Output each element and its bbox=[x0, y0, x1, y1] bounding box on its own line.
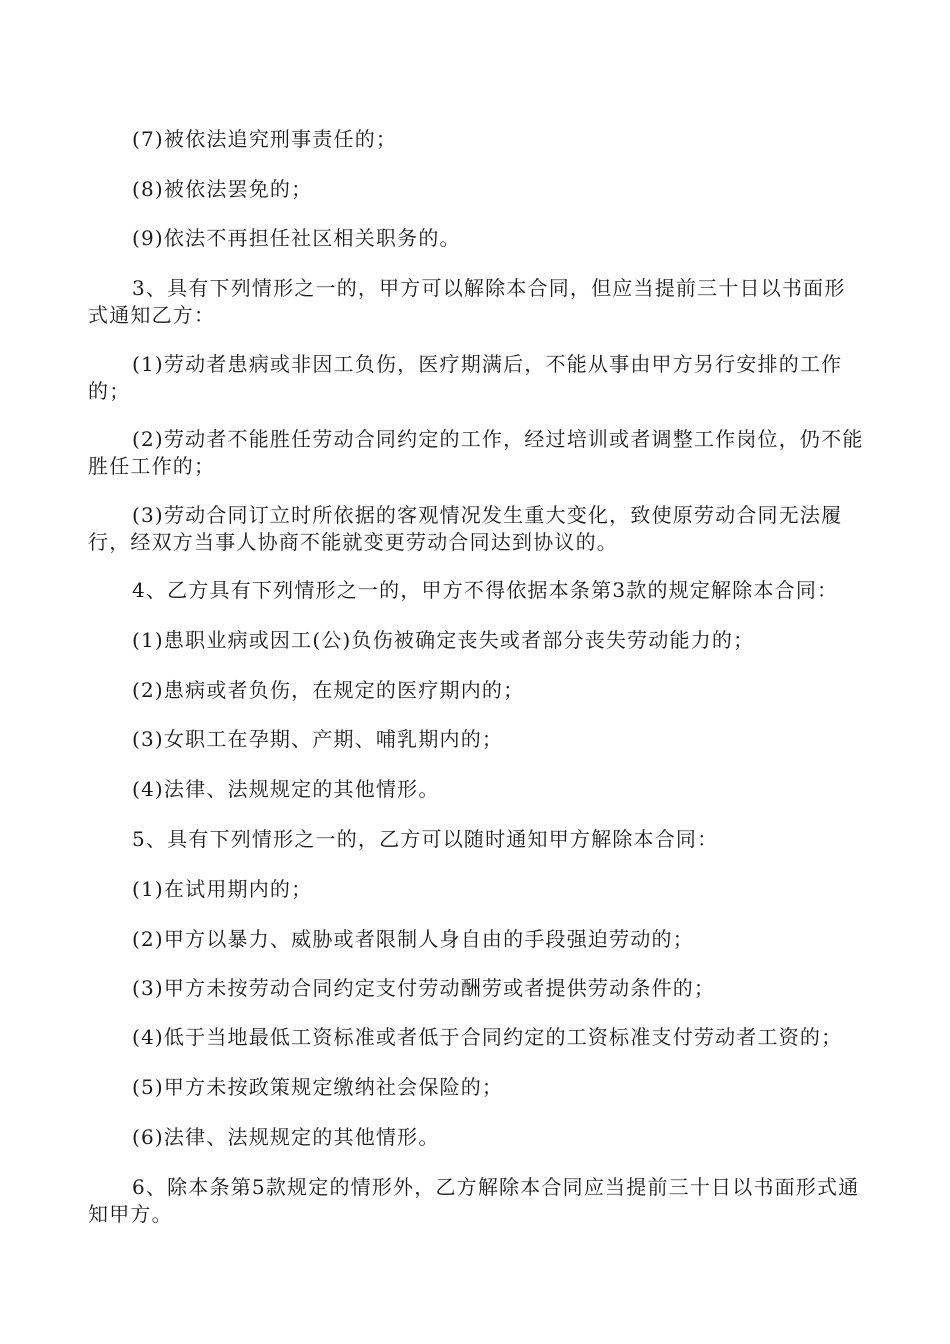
paragraph-clause-5-item-6: (6)法律、法规规定的其他情形。 bbox=[132, 1125, 440, 1149]
paragraph-clause-6: 6、除本条第5款规定的情形外，乙方解除本合同应当提前三十日以书面形式通知甲方。 bbox=[88, 1175, 860, 1226]
paragraph-clause-3-item-2: (2)劳动者不能胜任劳动合同约定的工作，经过培训或者调整工作岗位，仍不能胜任工作的； bbox=[88, 427, 864, 478]
paragraph-clause-5-item-1: (1)在试用期内的； bbox=[132, 877, 313, 901]
paragraph-clause-5-item-5: (5)甲方未按政策规定缴纳社会保险的； bbox=[132, 1075, 504, 1099]
paragraph-clause-4-item-4: (4)法律、法规规定的其他情形。 bbox=[132, 777, 440, 801]
paragraph-clause-5: 5、具有下列情形之一的，乙方可以随时通知甲方解除本合同： bbox=[132, 827, 719, 851]
paragraph-clause-3-item-1: (1)劳动者患病或非因工负伤，医疗期满后，不能从事由甲方另行安排的工作的； bbox=[88, 352, 843, 403]
paragraph-clause-3-item-3: (3)劳动合同订立时所依据的客观情况发生重大变化，致使原劳动合同无法履行，经双方当事人协商不能就变更劳动合同达到协议的。 bbox=[88, 503, 843, 554]
paragraph-clause-5-item-3: (3)甲方未按劳动合同约定支付劳动酬劳或者提供劳动条件的； bbox=[132, 976, 716, 1000]
paragraph-item-8-recalled: (8)被依法罢免的； bbox=[132, 177, 313, 201]
paragraph-clause-3: 3、具有下列情形之一的，甲方可以解除本合同，但应当提前三十日以书面形式通知乙方： bbox=[88, 276, 846, 327]
paragraph-item-7-criminal-liability: (7)被依法追究刑事责任的； bbox=[132, 127, 398, 151]
paragraph-clause-4: 4、乙方具有下列情形之一的，甲方不得依据本条第3款的规定解除本合同： bbox=[132, 578, 839, 602]
paragraph-clause-5-item-4: (4)低于当地最低工资标准或者低于合同约定的工资标准支付劳动者工资的； bbox=[132, 1025, 843, 1049]
paragraph-item-9-no-longer-serving: (9)依法不再担任社区相关职务的。 bbox=[132, 226, 461, 250]
paragraph-clause-5-item-2: (2)甲方以暴力、威胁或者限制人身自由的手段强迫劳动的； bbox=[132, 927, 694, 951]
paragraph-clause-4-item-1: (1)患职业病或因工(公)负伤被确定丧失或者部分丧失劳动能力的； bbox=[132, 628, 755, 652]
paragraph-clause-4-item-2: (2)患病或者负伤，在规定的医疗期内的； bbox=[132, 678, 525, 702]
paragraph-clause-4-item-3: (3)女职工在孕期、产期、哺乳期内的； bbox=[132, 727, 504, 751]
